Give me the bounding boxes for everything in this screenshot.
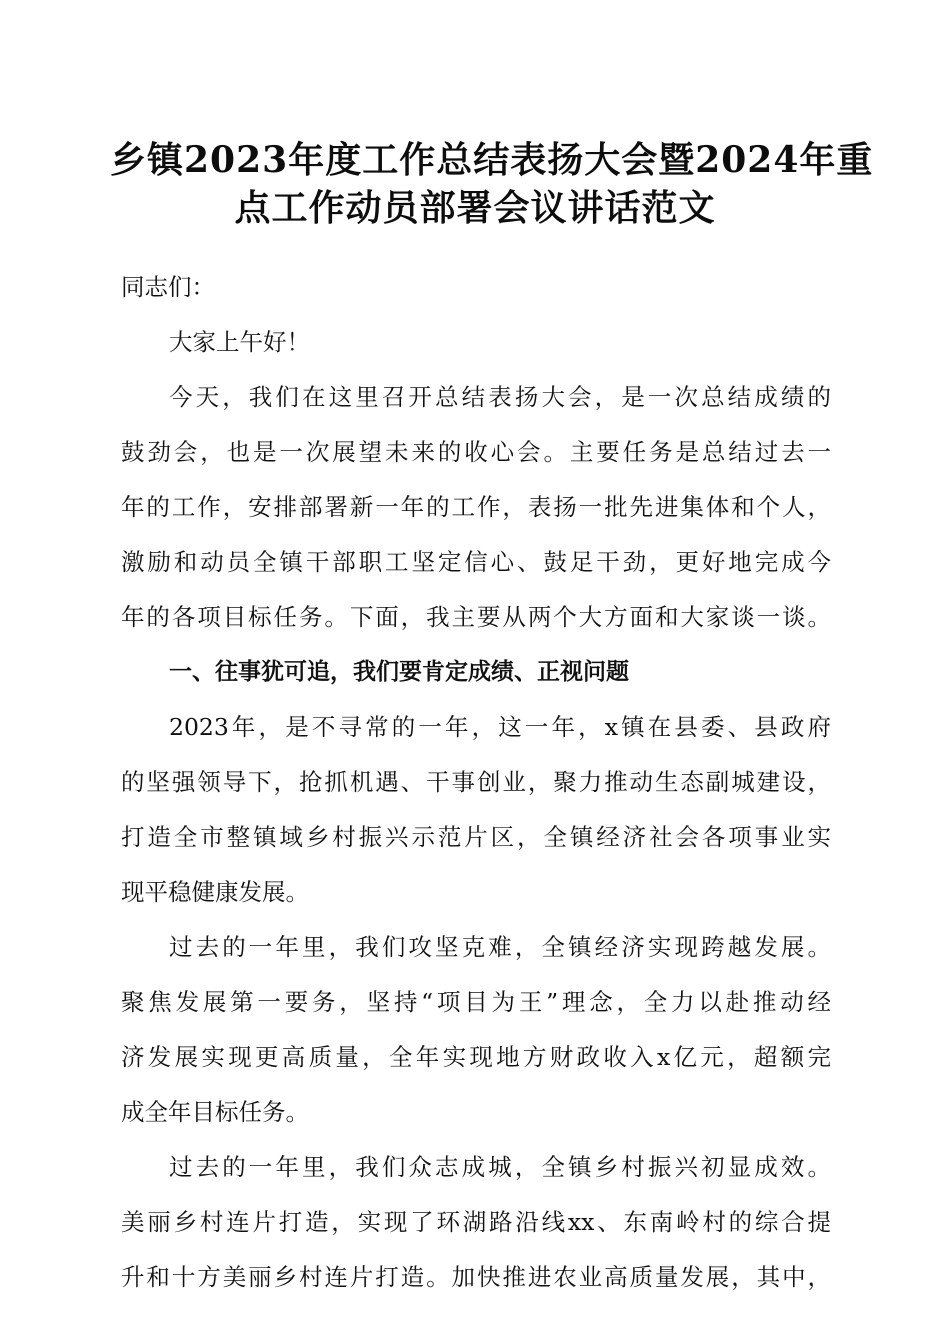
paragraph-line: 过去的一年里，我们众志成城，全镇乡村振兴初显成效。	[169, 1153, 831, 1181]
paragraph-line: 鼓劲会，也是一次展望未来的收心会。主要任务是总结过去一	[121, 438, 831, 466]
paragraph-line: 激励和动员全镇干部职工坚定信心、鼓足干劲，更好地完成今	[121, 548, 831, 576]
section-heading: 一、往事犹可追，我们要肯定成绩、正视问题	[169, 659, 629, 685]
title-line-1: 乡镇2023年度工作总结表扬大会暨2024年重	[110, 139, 874, 181]
paragraph-line: 今天，我们在这里召开总结表扬大会，是一次总结成绩的	[169, 383, 831, 411]
paragraph-line: 成全年目标任务。	[121, 1098, 309, 1126]
paragraph-2023-review	[121, 700, 831, 920]
paragraph-rural-revitalization	[121, 1140, 831, 1305]
paragraph-line: 打造全市整镇域乡村振兴示范片区，全镇经济社会各项事业实	[121, 823, 831, 851]
paragraph-line: 过去的一年里，我们攻坚克难，全镇经济实现跨越发展。	[169, 933, 831, 961]
document-body	[121, 260, 831, 1305]
paragraph-economy	[121, 920, 831, 1140]
paragraph-line: 年的各项目标任务。下面，我主要从两个大方面和大家谈一谈。	[121, 603, 831, 631]
paragraph-line: 2023年，是不寻常的一年，这一年，x镇在县委、县政府	[169, 713, 831, 741]
paragraph-line: 的坚强领导下，抢抓机遇、干事创业，聚力推动生态副城建设，	[121, 768, 831, 796]
title-line-2: 点工作动员部署会议讲话范文	[234, 187, 716, 229]
paragraph-line: 年的工作，安排部署新一年的工作，表扬一批先进集体和个人，	[121, 493, 831, 521]
paragraph-line: 聚焦发展第一要务，坚持“项目为王”理念，全力以赴推动经	[121, 988, 831, 1016]
paragraph-line: 升和十方美丽乡村连片打造。加快推进农业高质量发展，其中，	[121, 1263, 831, 1291]
paragraph-line: 济发展实现更高质量，全年实现地方财政收入x亿元，超额完	[121, 1043, 831, 1071]
paragraph-intro	[121, 370, 831, 645]
salutation: 同志们：	[121, 273, 215, 301]
document-title	[110, 136, 874, 232]
paragraph-line: 现平稳健康发展。	[121, 878, 309, 906]
greeting: 大家上午好！	[169, 328, 310, 356]
paragraph-line: 美丽乡村连片打造，实现了环湖路沿线xx、东南岭村的综合提	[121, 1208, 831, 1236]
